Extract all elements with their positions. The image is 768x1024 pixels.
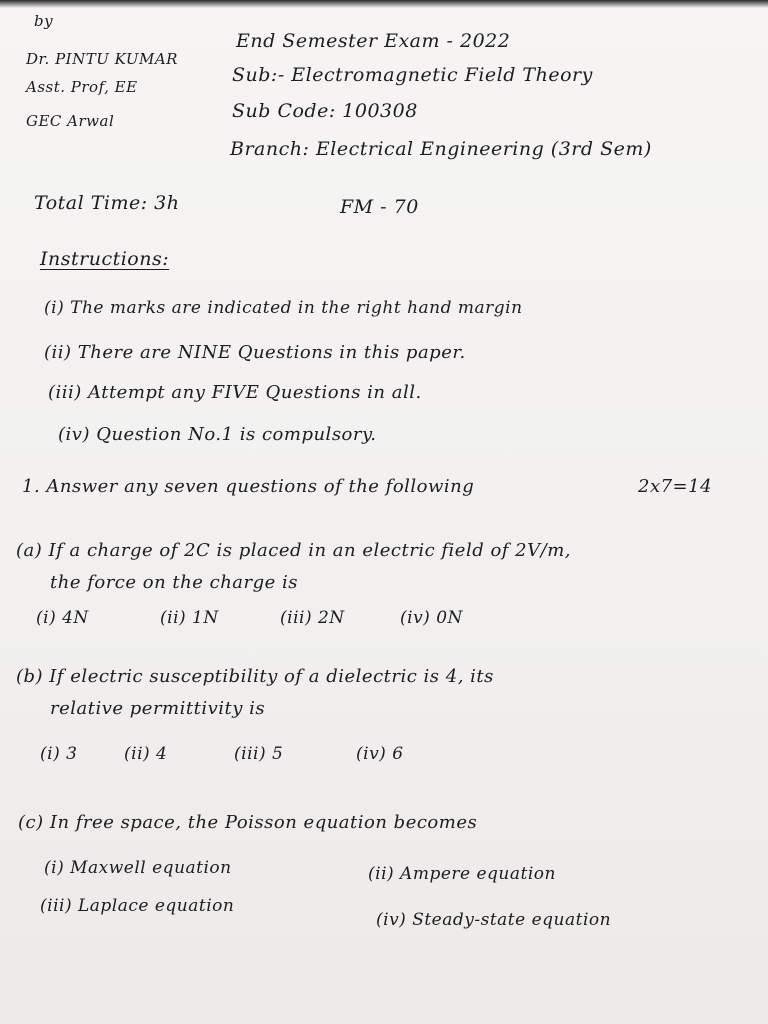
qa-line-1: (a) If a charge of 2C is placed in an electric field of 2V/m, [16,540,571,561]
qb-option-4: (iv) 6 [356,744,404,764]
author-designation: Asst. Prof, EE [26,78,138,96]
instruction-item-2: (ii) There are NINE Questions in this paper. [44,342,466,363]
qa-option-1: (i) 4N [36,608,89,628]
question-1-marks: 2x7=14 [638,476,713,497]
qc-line-1: (c) In free space, the Poisson equation becomes [18,812,478,833]
qc-option-1: (i) Maxwell equation [44,858,232,878]
qc-option-4: (iv) Steady-state equation [376,910,612,930]
qb-option-1: (i) 3 [40,744,78,764]
qb-option-2: (ii) 4 [124,744,168,764]
total-time: Total Time: 3h [34,192,180,214]
qa-option-2: (ii) 1N [160,608,219,628]
exam-title: End Semester Exam - 2022 [236,30,511,52]
instruction-item-3: (iii) Attempt any FIVE Questions in all. [48,382,422,403]
qb-option-3: (iii) 5 [234,744,284,764]
full-marks: FM - 70 [340,196,419,218]
question-1-text: 1. Answer any seven questions of the following [22,476,475,497]
qb-line-2: relative permittivity is [50,698,266,719]
author-college: GEC Arwal [26,112,115,130]
qa-line-2: the force on the charge is [50,572,299,593]
qa-option-3: (iii) 2N [280,608,345,628]
author-by: by [34,12,54,30]
qa-option-4: (iv) 0N [400,608,463,628]
qc-option-2: (ii) Ampere equation [368,864,556,884]
subject-code: Sub Code: 100308 [232,100,418,122]
author-name: Dr. PINTU KUMAR [26,50,178,68]
instructions-title: Instructions: [40,248,170,270]
branch-line: Branch: Electrical Engineering (3rd Sem) [230,138,652,160]
page-top-edge [0,0,768,8]
qb-line-1: (b) If electric susceptibility of a dielectric is 4, its [16,666,494,687]
subject-line: Sub:- Electromagnetic Field Theory [232,64,593,86]
qc-option-3: (iii) Laplace equation [40,896,235,916]
instruction-item-1: (i) The marks are indicated in the right hand margin [44,298,523,318]
instruction-item-4: (iv) Question No.1 is compulsory. [58,424,377,445]
